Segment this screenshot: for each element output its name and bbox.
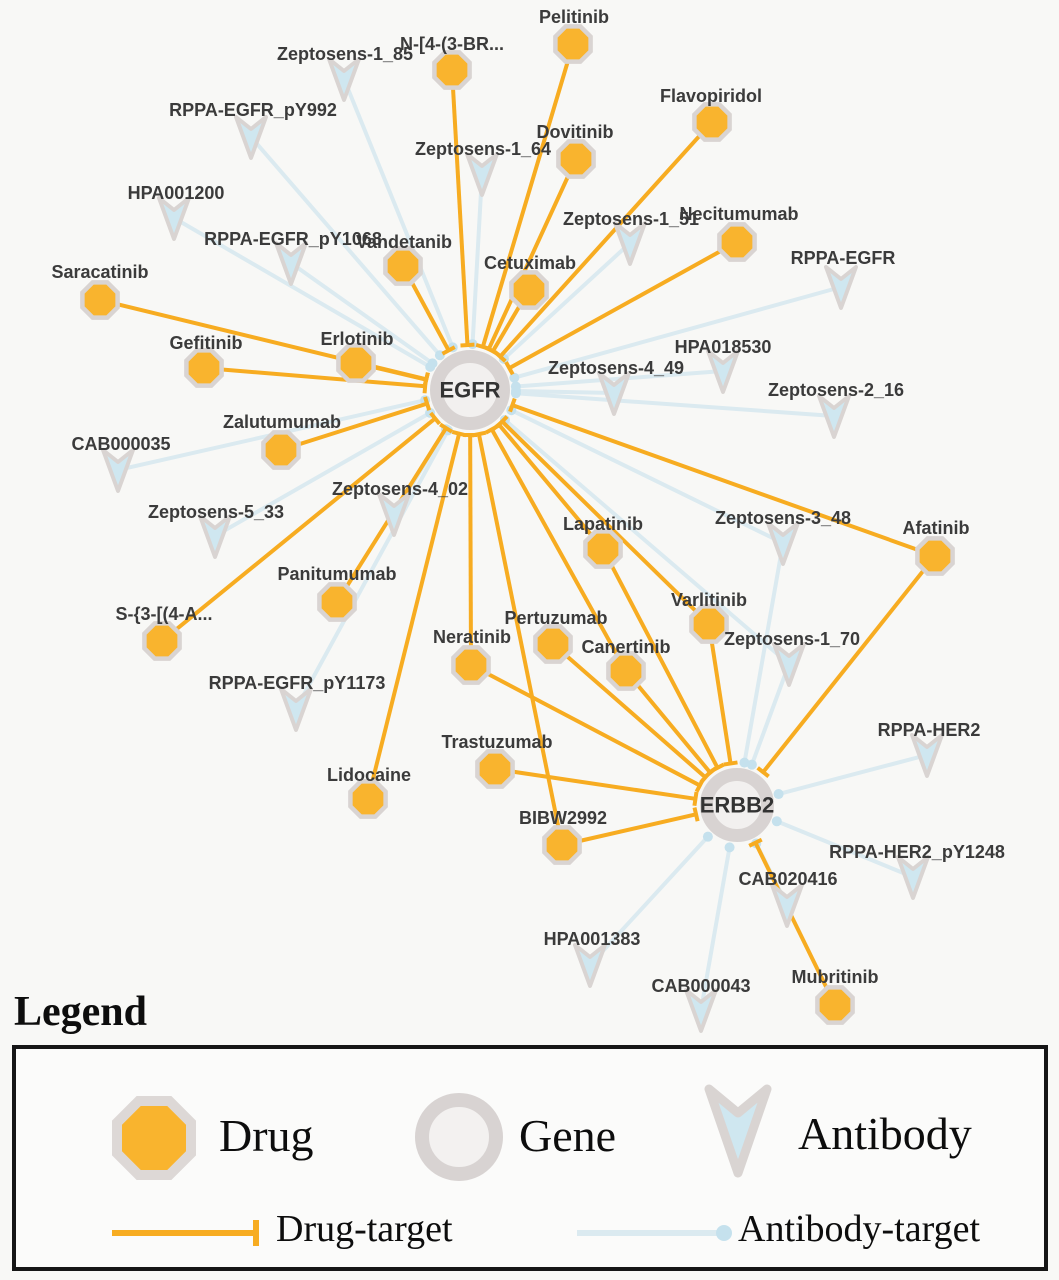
drug-node-lidocaine[interactable] xyxy=(350,781,385,816)
drug-label-flavopiridol: Flavopiridol xyxy=(659,86,763,106)
antibody-label-cab000035: CAB000035 xyxy=(71,434,171,454)
antibody-label-rppa-egfr-py992: RPPA-EGFR_pY992 xyxy=(169,100,337,120)
legend-label-antibody-target: Antibody-target xyxy=(738,1208,981,1250)
antibody-label-zeptosens-1-70: Zeptosens-1_70 xyxy=(723,629,861,649)
antibody-node-zeptosens-3-48[interactable] xyxy=(768,523,798,564)
drug-label-erlotinib: Erlotinib xyxy=(320,329,394,349)
drug-label-mubritinib: Mubritinib xyxy=(791,967,879,987)
drug-node-zalutumumab[interactable] xyxy=(263,432,298,467)
drug-label-pertuzumab: Pertuzumab xyxy=(504,608,608,628)
drug-label-canertinib: Canertinib xyxy=(581,637,671,657)
drug-node-saracatinib[interactable] xyxy=(82,282,117,317)
antibody-node-zeptosens-5-33[interactable] xyxy=(200,516,230,557)
drug-node-neratinib[interactable] xyxy=(453,647,488,682)
drug-node-erlotinib[interactable] xyxy=(338,345,373,380)
drug-node-varlitinib[interactable] xyxy=(691,606,726,641)
antibody-node-cab000035[interactable] xyxy=(103,450,133,491)
gene-label-egfr: EGFR xyxy=(439,377,501,403)
antibody-label-rppa-egfr-py1068: RPPA-EGFR_pY1068 xyxy=(204,229,382,249)
drug-label-saracatinib: Saracatinib xyxy=(51,262,149,282)
antibody-label-zeptosens-3-48: Zeptosens-3_48 xyxy=(714,508,852,528)
drug-node-canertinib[interactable] xyxy=(608,653,643,688)
antibody-target-edge xyxy=(473,174,482,344)
antibody-label-zeptosens-1-85: Zeptosens-1_85 xyxy=(276,44,414,64)
antibody-node-zeptosens-1-64[interactable] xyxy=(467,154,497,195)
antibody-label-cab000043: CAB000043 xyxy=(651,976,751,996)
drug-label-zalutumumab: Zalutumumab xyxy=(222,412,342,432)
antibody-label-zeptosens-4-49: Zeptosens-4_49 xyxy=(547,358,685,378)
drug-node-bibw2992[interactable] xyxy=(544,827,579,862)
legend-label-antibody: Antibody xyxy=(798,1108,972,1159)
antibody-target-edge xyxy=(779,755,927,794)
antibody-node-rppa-her2-py1248[interactable] xyxy=(898,857,928,898)
drug-node-lapatinib[interactable] xyxy=(585,531,620,566)
drug-node-dovitinib[interactable] xyxy=(558,141,593,176)
antibody-label-zeptosens-4-02: Zeptosens-4_02 xyxy=(331,479,469,499)
drug-label-afatinib: Afatinib xyxy=(902,518,970,538)
edge-endpoint-dot xyxy=(747,760,757,770)
antibody-label-zeptosens-2-16: Zeptosens-2_16 xyxy=(767,380,905,400)
drug-node-trastuzumab[interactable] xyxy=(477,751,512,786)
drug-octagon-icon xyxy=(99,1083,209,1193)
antibody-label-hpa001383: HPA001383 xyxy=(543,929,641,949)
drug-node-cetuximab[interactable] xyxy=(511,272,546,307)
legend-label-gene: Gene xyxy=(519,1110,617,1161)
antibody-chevron-icon xyxy=(688,1077,788,1187)
edge-endpoint-dot xyxy=(725,842,735,852)
edge-endpoint-dot xyxy=(772,816,782,826)
drug-label-lidocaine: Lidocaine xyxy=(326,765,412,785)
drug-node-gefitinib[interactable] xyxy=(186,350,221,385)
antibody-label-hpa001200: HPA001200 xyxy=(127,183,225,203)
antibody-node-rppa-egfr-py1173[interactable] xyxy=(281,689,311,730)
edge-endpoint-dot xyxy=(427,358,437,368)
antibody-node-cab020416[interactable] xyxy=(772,885,802,926)
drug-label-trastuzumab: Trastuzumab xyxy=(441,732,553,752)
drug-node-panitumumab[interactable] xyxy=(319,584,354,619)
gene-circle-icon xyxy=(407,1085,511,1189)
drug-label-varlitinib: Varlitinib xyxy=(670,590,748,610)
antibody-node-rppa-her2[interactable] xyxy=(912,735,942,776)
antibody-label-zeptosens-1-64: Zeptosens-1_64 xyxy=(414,139,552,159)
drug-node-vandetanib[interactable] xyxy=(385,248,420,283)
drug-label-dovitinib: Dovitinib xyxy=(536,122,614,142)
drug-label-pelitinib: Pelitinib xyxy=(538,7,610,27)
antibody-label-hpa018530: HPA018530 xyxy=(674,337,772,357)
drug-target-edge-tee xyxy=(472,433,486,436)
antibody-node-zeptosens-1-70[interactable] xyxy=(774,644,804,685)
drug-target-edge-tee xyxy=(452,432,466,435)
legend-title: Legend xyxy=(14,989,148,1035)
drug-target-edge-icon xyxy=(108,1217,273,1249)
drug-target-edge-tee xyxy=(694,792,696,806)
gene-label-erbb2: ERBB2 xyxy=(699,792,775,818)
antibody-node-cab000043[interactable] xyxy=(686,990,716,1031)
antibody-label-zeptosens-1-51: Zeptosens-1_51 xyxy=(562,209,700,229)
drug-label-s-3-4-a: S-{3-[(4-A... xyxy=(115,604,213,624)
drug-target-edge xyxy=(495,769,695,799)
drug-node-afatinib[interactable] xyxy=(917,538,952,573)
drug-label-panitumumab: Panitumumab xyxy=(277,564,397,584)
drug-node-mubritinib[interactable] xyxy=(817,987,852,1022)
drug-label-n-4-3-br: N-[4-(3-BR... xyxy=(400,34,504,54)
edge-endpoint-dot xyxy=(703,832,713,842)
antibody-label-rppa-her2-py1248: RPPA-HER2_pY1248 xyxy=(829,842,1005,862)
antibody-label-zeptosens-5-33: Zeptosens-5_33 xyxy=(147,502,285,522)
legend-label-drug: Drug xyxy=(219,1110,314,1161)
antibody-target-edge-icon xyxy=(573,1217,738,1249)
antibody-label-rppa-egfr: RPPA-EGFR xyxy=(790,248,896,268)
drug-node-necitumumab[interactable] xyxy=(719,224,754,259)
drug-label-cetuximab: Cetuximab xyxy=(483,253,577,273)
legend-box xyxy=(12,1045,1048,1271)
drug-node-n-4-3-br[interactable] xyxy=(434,52,469,87)
drug-label-neratinib: Neratinib xyxy=(432,627,512,647)
antibody-label-cab020416: CAB020416 xyxy=(738,869,838,889)
drug-node-pertuzumab[interactable] xyxy=(535,626,570,661)
drug-label-necitumumab: Necitumumab xyxy=(679,204,799,224)
drug-label-lapatinib: Lapatinib xyxy=(563,514,643,534)
drug-label-vandetanib: Vandetanib xyxy=(355,232,453,252)
antibody-node-rppa-egfr[interactable] xyxy=(826,267,856,308)
drug-target-edge-tee xyxy=(425,373,428,387)
drug-node-flavopiridol[interactable] xyxy=(694,104,729,139)
drug-target-edge-tee xyxy=(724,762,738,764)
legend-label-drug-target: Drug-target xyxy=(276,1208,453,1250)
drug-target-edge-tee xyxy=(694,808,697,822)
antibody-label-rppa-her2: RPPA-HER2 xyxy=(877,720,981,740)
antibody-label-rppa-egfr-py1173: RPPA-EGFR_pY1173 xyxy=(208,673,386,693)
drug-target-edge xyxy=(452,70,467,345)
edge-endpoint-dot xyxy=(774,789,784,799)
drug-node-s-3-4-a[interactable] xyxy=(144,623,179,658)
antibody-node-zeptosens-1-85[interactable] xyxy=(329,59,359,100)
drug-target-edge-tee xyxy=(460,345,474,346)
drug-label-bibw2992: BIBW2992 xyxy=(518,808,608,828)
antibody-node-hpa001383[interactable] xyxy=(575,945,605,986)
antibody-node-hpa001200[interactable] xyxy=(159,198,189,239)
drug-label-gefitinib: Gefitinib xyxy=(169,333,243,353)
edge-endpoint-dot xyxy=(511,388,521,398)
drug-node-pelitinib[interactable] xyxy=(555,26,590,61)
antibody-node-zeptosens-1-51[interactable] xyxy=(615,223,645,264)
